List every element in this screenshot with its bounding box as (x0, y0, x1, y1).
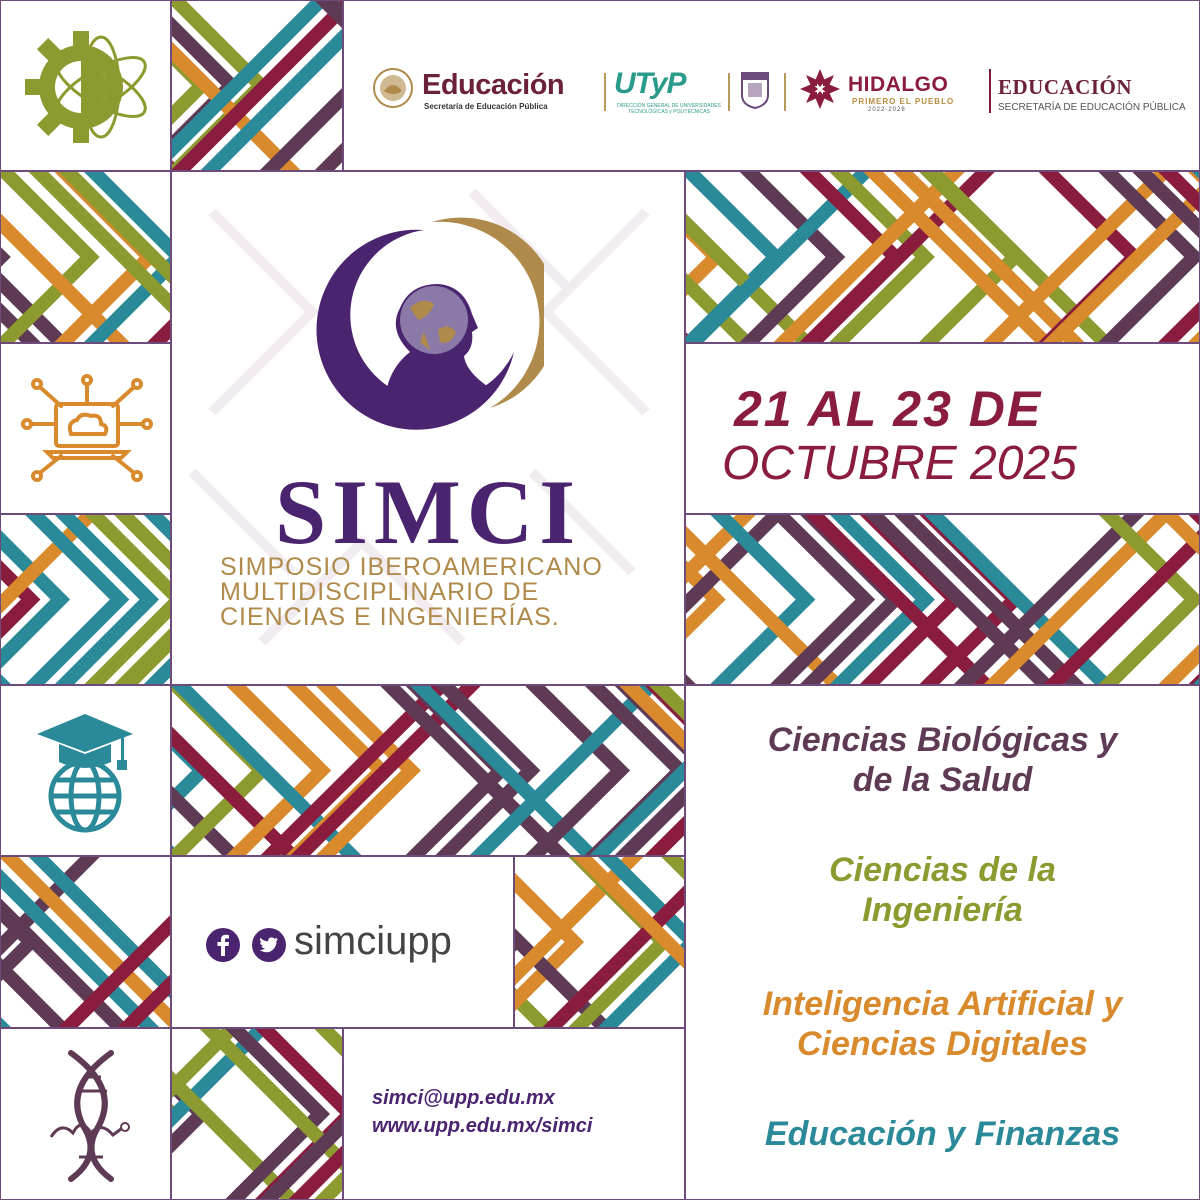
geometric-pattern (1, 515, 170, 684)
pattern-stripe (64, 172, 149, 342)
pattern-tile (171, 685, 685, 856)
geometric-pattern (172, 1, 342, 170)
sep-logo-subtitle: Secretaría de Educación Pública (424, 102, 548, 111)
digital-icon-tile (0, 343, 171, 514)
sep-logo-title: Educación (422, 69, 565, 101)
topic-engineering-sciences (686, 850, 1199, 930)
pattern-stripe (690, 172, 776, 342)
topic-line: Ciencias de la (829, 851, 1056, 889)
topic-line: Inteligencia Artificial y (762, 985, 1123, 1023)
national-seal-icon (372, 67, 414, 109)
topic-biological-sciences (686, 720, 1199, 800)
geometric-pattern (172, 1029, 342, 1199)
pattern-tile (0, 171, 171, 343)
university-crest-icon (740, 71, 770, 109)
geometric-pattern (172, 686, 684, 855)
pattern-stripe (720, 515, 805, 684)
pattern-tile (0, 514, 171, 685)
cloud-laptop-network-icon (1, 344, 171, 514)
pattern-tile (514, 856, 685, 1028)
geometric-pattern (1, 172, 170, 342)
pattern-stripe (176, 686, 261, 855)
logo-divider (728, 73, 730, 111)
education-icon-tile (0, 685, 171, 856)
pattern-stripe (445, 686, 530, 855)
pattern-tile (685, 171, 1200, 343)
pattern-stripe (176, 1, 261, 170)
topics-panel (685, 685, 1200, 1200)
logo-divider (604, 73, 606, 111)
hidalgo-star-icon (800, 69, 840, 109)
twitter-icon[interactable] (252, 928, 286, 962)
simci-logo-panel (171, 171, 685, 685)
contact-email-link[interactable]: simci@upp.edu.mx (372, 1087, 555, 1109)
event-subtitle-line: SIMPOSIO IBEROAMERICANO (220, 553, 603, 581)
dna-helix-icon (1, 1029, 171, 1200)
event-subtitle-line: MULTIDISCIPLINARIO DE (220, 578, 540, 606)
pattern-stripe (172, 1029, 261, 1199)
pattern-stripe (5, 172, 90, 342)
social-handle[interactable]: simciupp (294, 919, 452, 963)
utyp-logo-subtitle: DIRECCIÓN GENERAL DE UNIVERSIDADES TECNOLÓGICAS y POLITÉCNICAS (617, 103, 721, 115)
pattern-stripe (595, 686, 680, 855)
hidalgo-title: HIDALGO (848, 73, 949, 96)
utyp-logo (614, 67, 721, 115)
geometric-pattern (686, 172, 1199, 342)
pattern-stripe (929, 172, 1015, 342)
contact-panel (343, 1028, 685, 1200)
topic-line: Educación y Finanzas (764, 1115, 1121, 1153)
event-date-panel (685, 343, 1200, 514)
event-date-range: 21 AL 23 DE (734, 381, 1043, 437)
pattern-tile (171, 1028, 343, 1200)
geometric-pattern (686, 515, 1199, 684)
pattern-stripe (1109, 515, 1194, 684)
pattern-stripe (416, 686, 501, 855)
social-media-panel (171, 856, 514, 1028)
logo-divider (784, 73, 786, 111)
geometric-pattern (515, 857, 684, 1027)
pattern-stripe (1108, 172, 1194, 342)
pattern-stripe (780, 515, 865, 684)
state-education-title: EDUCACIÓN (998, 75, 1133, 99)
pattern-stripe (326, 686, 411, 855)
pattern-stripe (840, 515, 925, 684)
hidalgo-years: 2022-2028 (868, 107, 906, 113)
facebook-icon[interactable] (206, 928, 240, 962)
pattern-stripe (35, 515, 120, 684)
topic-line: de la Salud (852, 761, 1033, 799)
pattern-stripe (578, 857, 663, 1027)
state-education-logo (998, 75, 1186, 113)
pattern-stripe (870, 515, 955, 684)
topic-line: Ciencias Digitales (796, 1025, 1088, 1063)
logo-divider (989, 69, 991, 113)
pattern-stripe (1, 515, 90, 684)
pattern-stripe (1049, 172, 1135, 342)
engineering-icon-tile (0, 0, 171, 171)
pattern-stripe (236, 686, 321, 855)
pattern-stripe (296, 686, 381, 855)
pattern-stripe (535, 686, 620, 855)
pattern-stripe (235, 1029, 320, 1199)
pattern-tile (0, 856, 171, 1028)
pattern-stripe (65, 515, 150, 684)
state-education-subtitle: SECRETARÍA DE EDUCACIÓN PÚBLICA (998, 102, 1186, 113)
geometric-pattern (1, 857, 170, 1027)
event-subtitle-line: CIENCIAS E INGENIERÍAS. (220, 603, 560, 631)
topic-ai-digital-sciences (686, 984, 1199, 1064)
website-link[interactable]: www.upp.edu.mx/simci (372, 1115, 593, 1137)
gear-atom-icon (1, 1, 171, 171)
event-acronym: SIMCI (274, 461, 582, 563)
topic-education-finance (686, 1114, 1199, 1154)
pattern-tile (171, 0, 343, 171)
event-date-month-year: OCTUBRE 2025 (722, 437, 1077, 490)
pattern-stripe (750, 172, 836, 342)
biology-icon-tile (0, 1028, 171, 1200)
pattern-stripe (839, 172, 925, 342)
hidalgo-subtitle: PRIMERO EL PUEBLO (852, 97, 955, 106)
topic-line: Ciencias Biológicas y (767, 721, 1118, 759)
pattern-stripe (810, 172, 896, 342)
utyp-logo-title: UTyP (614, 67, 686, 100)
pattern-stripe (930, 515, 1015, 684)
sponsor-logos-bar (343, 0, 1200, 171)
event-subtitle (220, 555, 660, 630)
head-globe-crescent-logo (314, 212, 544, 442)
topic-line: Ingeniería (862, 891, 1023, 929)
pattern-stripe (810, 515, 895, 684)
graduation-globe-icon (1, 686, 171, 856)
pattern-tile (685, 514, 1200, 685)
